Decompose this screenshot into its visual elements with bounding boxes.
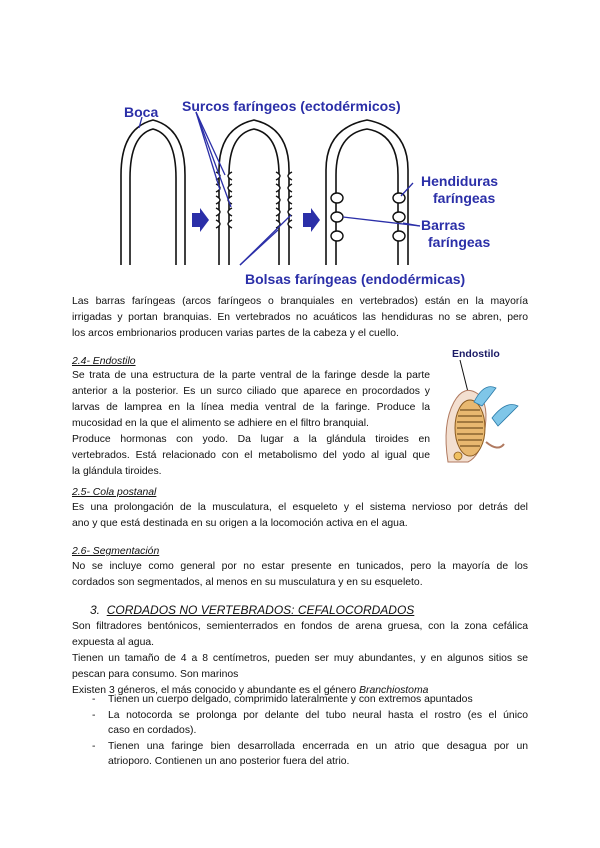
heading-cola: 2.5- Cola postanal xyxy=(72,487,157,498)
label-barras-2: faríngeas xyxy=(428,234,491,250)
label-bolsas: Bolsas faríngeas (endodérmicas) xyxy=(245,271,466,287)
text-line: cordados son segmentados, al menos en su musculatura y en su esqueleto. xyxy=(72,577,423,588)
text-line: ano y que está destinada en su origen a la locomoción activa en el agua. xyxy=(72,518,408,529)
label-hendiduras-1: Hendiduras xyxy=(421,173,499,189)
text-line: mucosidad en la que el alimento se adhiere en el filtro branquial. xyxy=(72,418,369,429)
text-line: Es una prolongación de la musculatura, el esqueleto y el sistema nervioso por detrás del xyxy=(72,502,528,513)
label-surcos: Surcos faríngeos (ectodérmicos) xyxy=(182,98,401,114)
arrow-icon xyxy=(192,208,320,232)
text-line: Se trata de una estructura de la parte ventral de la faringe desde la parte xyxy=(72,370,430,381)
heading-segmentacion: 2.6- Segmentación xyxy=(72,546,160,557)
text-line: Las barras faríngeas (arcos faríngeos o branquiales en vertebrados) están en la mayoría xyxy=(72,296,528,307)
bullet-item xyxy=(108,692,528,707)
text-line: Produce hormonas con yodo. Da lugar a la glándula tiroides en xyxy=(72,434,430,445)
heading-cefalocordados xyxy=(90,603,414,617)
endostyle-figure xyxy=(434,344,530,468)
heading-endostilo: 2.4- Endostilo xyxy=(72,356,136,367)
segmentacion-paragraph xyxy=(72,559,528,591)
pharyngeal-slits-arch-3 xyxy=(331,193,405,241)
bullet-dash: - xyxy=(92,710,96,721)
label-barras-1: Barras xyxy=(421,217,466,233)
label-hendiduras-2: faríngeas xyxy=(433,190,496,206)
text-line: La notocorda se prolonga por delante del tubo neural hasta el rostro (es el único xyxy=(108,710,528,721)
pharyngeal-grooves-arch-2 xyxy=(216,172,292,228)
pharyngeal-diagram xyxy=(0,0,600,300)
bullet-dash: - xyxy=(92,741,96,752)
text-line: Tienen un tamaño de 4 a 8 centímetros, pueden ser muy abundantes, y en algunos sitios se xyxy=(72,653,528,664)
label-boca: Boca xyxy=(124,104,159,120)
text-line: la glándula tiroides. xyxy=(72,466,162,477)
bullet-item xyxy=(108,739,528,769)
text-line: expuesta al agua. xyxy=(72,637,155,648)
text-line: irrigadas y portan branquias. En vertebrados no acuáticos las hendiduras no se abren, pero xyxy=(72,312,528,323)
text-line: vertebrados. Está relacionado con el metabolismo del yodo al igual que xyxy=(72,450,430,461)
bullet-item xyxy=(108,708,528,738)
text-line: anterior a la posterior. Es un surco ciliado que aparece en procordados y xyxy=(72,386,430,397)
cefalo-paragraph xyxy=(72,619,528,699)
label-endostilo-figure: Endostilo xyxy=(452,348,500,360)
text-line: caso en cordados). xyxy=(108,725,197,736)
text-line: Son filtradores bentónicos, semienterrados en fondos de arena gruesa, con la zona cefálica xyxy=(72,621,528,632)
text-line: atrioporo. Contienen un ano posterior fuera del atrio. xyxy=(108,756,350,767)
endostilo-paragraph xyxy=(72,368,430,480)
text-line: los arcos embrionarios producen varias partes de la cabeza y el cuello. xyxy=(72,328,399,339)
bullet-dash: - xyxy=(92,694,96,705)
text-line: larvas de lamprea en la línea media ventral de la faringe. Produce la xyxy=(72,402,430,413)
cola-paragraph xyxy=(72,500,528,532)
text-line: pescan para consumo. Son marinos xyxy=(72,669,239,680)
text-line: Tienen un cuerpo delgado, comprimido lateralmente y con extremos apuntados xyxy=(108,694,473,705)
genus-name: Branchiostoma xyxy=(359,685,429,696)
text-line: No se incluye como general por no estar presente en tunicados, pero la mayoría de los xyxy=(72,561,528,572)
embryo-arch-1 xyxy=(121,120,185,265)
generos-text: Existen 3 géneros, el más conocido y abundante es el género xyxy=(72,685,360,696)
section-title: CORDADOS NO VERTEBRADOS: CEFALOCORDADOS xyxy=(106,603,415,617)
text-line: Tienen una faringe bien desarrollada encerrada en un atrio que desagua por un xyxy=(108,741,528,752)
intro-paragraph xyxy=(72,294,528,342)
section-number: 3. xyxy=(90,603,101,617)
embryo-arch-2 xyxy=(219,120,289,265)
